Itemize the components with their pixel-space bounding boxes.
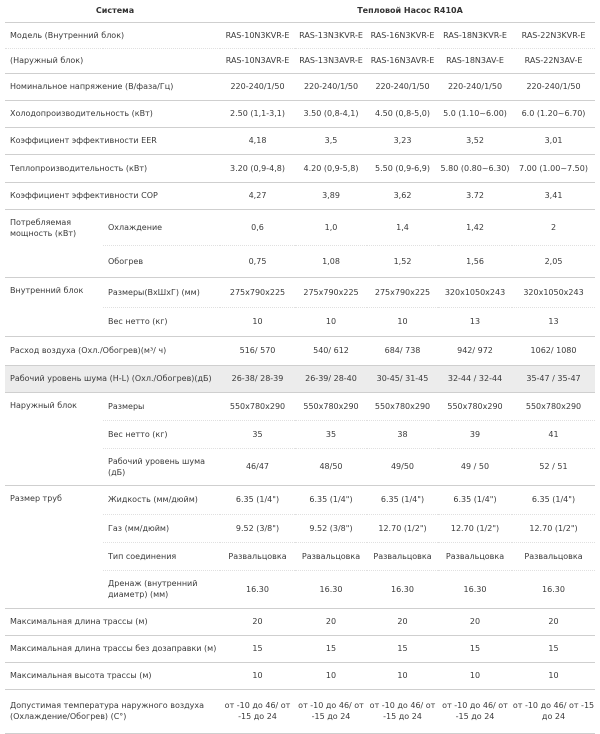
spec-row (5, 209, 595, 245)
spec-sublabel: Жидкость (мм/дюйм) (108, 495, 198, 504)
spec-value: 52 / 51 (539, 462, 568, 471)
spec-value: 0,6 (251, 222, 264, 232)
spec-value: RAS-13N3KVR-E (299, 30, 363, 40)
spec-value: 320x1050x243 (444, 287, 506, 297)
spec-label: Допустимая температура наружного воздуха (Охлаждение/Обогрев) (С°) (10, 701, 205, 721)
spec-value: от -10 до 46/ от -15 до 24 (224, 701, 291, 721)
spec-value: 3,5 (324, 136, 338, 145)
spec-value: 16.30 (463, 584, 487, 594)
spec-value: 16.30 (246, 584, 269, 594)
spec-value: 6.35 (1/4") (235, 495, 280, 504)
spec-value: 15 (252, 644, 263, 653)
spec-value: 550x780x290 (447, 401, 503, 411)
spec-value: 15 (397, 644, 408, 653)
spec-label: Коэффициент эффективности COP (10, 191, 158, 200)
spec-sublabel: Тип соединения (108, 551, 177, 561)
spec-value: 3,52 (466, 136, 484, 145)
header-system: Система (95, 6, 135, 16)
spec-row (5, 635, 595, 662)
spec-value: 20 (325, 617, 337, 626)
spec-label: Максимальная длина трассы без дозаправки (м) (10, 644, 217, 653)
spec-label: Коэффициент эффективности EER (10, 136, 157, 145)
spec-label: Холодопроизводительность (кВт) (10, 109, 153, 118)
spec-value: 16.30 (391, 584, 414, 594)
spec-value: 6.35 (1/4") (380, 495, 425, 504)
spec-value: 35 (252, 429, 263, 439)
spec-label: Номинальное напряжение (В/фаза/Гц) (10, 82, 174, 91)
spec-value: 20 (252, 617, 263, 626)
spec-value: 6.35 (1/4") (309, 495, 353, 504)
spec-row (5, 277, 595, 307)
spec-value: 3,41 (544, 191, 563, 200)
spec-value: 26-38/ 28-39 (231, 374, 284, 383)
spec-value: 2,05 (544, 256, 563, 266)
spec-value: RAS-22N3KVR-E (521, 30, 586, 40)
spec-value: 220-240/1/50 (447, 82, 503, 91)
spec-value: 275x790x225 (374, 287, 431, 297)
spec-row (5, 608, 595, 635)
spec-value: 39 (469, 429, 481, 439)
spec-value: 13 (548, 317, 559, 326)
spec-row (5, 22, 595, 48)
spec-value: 10 (397, 317, 408, 326)
spec-value: 4,27 (248, 191, 267, 200)
spec-sublabel: Газ (мм/дюйм) (108, 523, 170, 533)
spec-value: 320x1050x243 (523, 287, 584, 297)
spec-group-label: Потребляемая мощность (кВт) (10, 217, 77, 238)
spec-value: 540/ 612 (313, 346, 349, 355)
spec-value: Развальцовка (228, 551, 287, 561)
spec-group-label: Размер труб (10, 493, 62, 503)
spec-row (5, 336, 595, 365)
spec-value: 7.00 (1.00~7.50) (519, 163, 588, 173)
spec-value: 275x790x225 (303, 287, 359, 297)
spec-value: 10 (325, 317, 337, 326)
spec-value: 30-45/ 31-45 (376, 374, 429, 383)
spec-value: 10 (548, 671, 559, 680)
spec-value: 1,08 (322, 256, 340, 266)
table-header (5, 0, 595, 22)
spec-value: 16.30 (542, 584, 565, 594)
spec-sublabel: Дренаж (внутренний диаметр) (мм) (108, 579, 198, 599)
spec-value: 5.0 (1.10~6.00) (443, 109, 507, 118)
spec-label: Расход воздуха (Охл./Обогрев)(м³/ ч) (10, 346, 167, 355)
spec-value: 35 (325, 429, 337, 439)
spec-value: 1,4 (396, 222, 409, 232)
spec-group-label: Внутренний блок (10, 285, 84, 295)
spec-value: 1,42 (466, 222, 484, 232)
spec-value: Развальцовка (373, 551, 432, 561)
spec-value: 550x780x290 (525, 401, 582, 411)
spec-value: 9.52 (3/8") (235, 523, 280, 533)
spec-row (5, 100, 595, 127)
spec-row (5, 365, 595, 392)
spec-value: 10 (252, 317, 263, 326)
spec-value: 1,52 (393, 256, 412, 266)
spec-value: 1,0 (324, 222, 338, 232)
spec-value: 220-240/1/50 (303, 82, 359, 91)
spec-value: 3,62 (393, 191, 412, 200)
spec-label: Модель (Внутренний блок) (10, 30, 125, 40)
spec-value: 20 (548, 617, 559, 626)
specs-table (5, 0, 595, 734)
spec-value: 12.70 (1/2") (378, 523, 427, 533)
spec-value: 6.0 (1.20~6.70) (521, 109, 586, 118)
spec-row (5, 154, 595, 182)
spec-value: 32-44 / 32-44 (447, 374, 503, 383)
spec-value: 275x790x225 (229, 287, 286, 297)
spec-sublabel: Рабочий уровень шума (дБ) (108, 456, 206, 477)
spec-row (5, 48, 595, 73)
spec-value: 13 (469, 317, 481, 326)
spec-value: 15 (548, 644, 559, 653)
spec-row (5, 73, 595, 100)
spec-value: 41 (548, 429, 559, 439)
spec-value: 49/50 (390, 462, 415, 471)
spec-value: 12.70 (1/2") (529, 523, 578, 533)
spec-value: 9.52 (3/8") (309, 523, 353, 533)
spec-value: 2.50 (1,1-3,1) (230, 109, 285, 118)
spec-value: RAS-16N3KVR-E (370, 30, 435, 40)
spec-value: 5.80 (0.80~6.30) (440, 163, 510, 173)
spec-group-label: Наружный блок (10, 400, 77, 410)
spec-label: Максимальная длина трассы (м) (10, 617, 148, 626)
spec-value: 10 (252, 671, 263, 680)
spec-value: 15 (325, 644, 337, 653)
spec-value: 15 (469, 644, 481, 653)
spec-value: RAS-13N3AVR-E (299, 56, 363, 65)
spec-value: 220-240/1/50 (375, 82, 430, 91)
spec-row (5, 485, 595, 514)
spec-value: от -10 до 46/ от -15 до 24 (512, 701, 595, 721)
spec-value: RAS-16N3AVR-E (370, 56, 435, 65)
spec-value: 516/ 570 (239, 346, 276, 355)
spec-row (5, 182, 595, 209)
spec-value: 3.20 (0,9-4,8) (230, 163, 285, 173)
spec-value: 0,75 (248, 256, 267, 266)
spec-value: от -10 до 46/ от -15 до 24 (442, 701, 508, 721)
spec-row (5, 662, 595, 689)
spec-value: 3.72 (466, 191, 484, 200)
spec-value: 38 (397, 429, 408, 439)
spec-value: RAS-18N3KVR-E (443, 30, 507, 40)
spec-sublabel: Вес нетто (кг) (108, 317, 168, 326)
spec-value: RAS-10N3KVR-E (225, 30, 290, 40)
spec-value: от -10 до 46/ от -15 до 24 (369, 701, 436, 721)
spec-value: 6.35 (1/4") (531, 495, 576, 504)
spec-value: 1,56 (466, 256, 484, 266)
spec-row (5, 689, 595, 733)
spec-value: 4.50 (0,8-5,0) (375, 109, 430, 118)
spec-value: 550x780x290 (303, 401, 359, 411)
spec-value: 12.70 (1/2") (450, 523, 500, 533)
spec-sublabel: Вес нетто (кг) (108, 429, 168, 439)
spec-value: 550x780x290 (374, 401, 431, 411)
spec-value: 220-240/1/50 (526, 82, 581, 91)
spec-value: RAS-22N3AV-E (524, 56, 583, 65)
spec-row (5, 392, 595, 420)
spec-value: 35-47 / 35-47 (526, 374, 581, 383)
header-series: Тепловой Насос R410A (357, 6, 463, 16)
spec-value: 6.35 (1/4") (453, 495, 497, 504)
spec-sublabel: Охлаждение (108, 222, 163, 232)
spec-sublabel: Размеры(ВхШхГ) (мм) (108, 287, 200, 297)
spec-value: 10 (469, 671, 481, 680)
spec-value: 3,23 (393, 136, 412, 145)
spec-value: 550x780x290 (229, 401, 286, 411)
spec-value: 16.30 (319, 584, 343, 594)
spec-value: RAS-10N3AVR-E (225, 56, 290, 65)
spec-value: 3,01 (544, 136, 563, 145)
spec-value: 4.20 (0,9-5,8) (303, 163, 359, 173)
spec-value: 1062/ 1080 (530, 346, 577, 355)
spec-sublabel: Обогрев (108, 256, 144, 266)
spec-value: 20 (397, 617, 408, 626)
spec-value: 46/47 (245, 462, 270, 471)
spec-value: Развальцовка (301, 551, 361, 561)
spec-value: от -10 до 46/ от -15 до 24 (298, 701, 364, 721)
spec-label: (Наружный блок) (10, 56, 84, 65)
spec-value: 20 (469, 617, 481, 626)
spec-value: 48/50 (319, 462, 343, 471)
spec-label: Рабочий уровень шума (H-L) (Охл./Обогрев)(дБ) (10, 374, 212, 383)
spec-sublabel: Размеры (108, 401, 145, 411)
spec-value: 942/ 972 (457, 346, 493, 355)
spec-value: 4,18 (248, 136, 267, 145)
spec-value: 5.50 (0,9-6,9) (375, 163, 430, 173)
spec-label: Максимальная высота трассы (м) (10, 671, 152, 680)
spec-row (5, 127, 595, 154)
spec-value: RAS-18N3AV-E (446, 56, 504, 65)
spec-value: 10 (325, 671, 337, 680)
spec-value: 2 (550, 222, 557, 232)
spec-value: Развальцовка (445, 551, 505, 561)
spec-value: 26-39/ 28-40 (305, 374, 357, 383)
spec-value: 3,89 (322, 191, 340, 200)
spec-value: 49 / 50 (460, 462, 490, 471)
spec-value: 684/ 738 (384, 346, 421, 355)
spec-value: 10 (397, 671, 408, 680)
spec-value: 3.50 (0,8-4,1) (303, 109, 359, 118)
spec-value: Развальцовка (524, 551, 583, 561)
spec-value: 220-240/1/50 (230, 82, 285, 91)
spec-label: Теплопроизводительность (кВт) (10, 163, 148, 173)
